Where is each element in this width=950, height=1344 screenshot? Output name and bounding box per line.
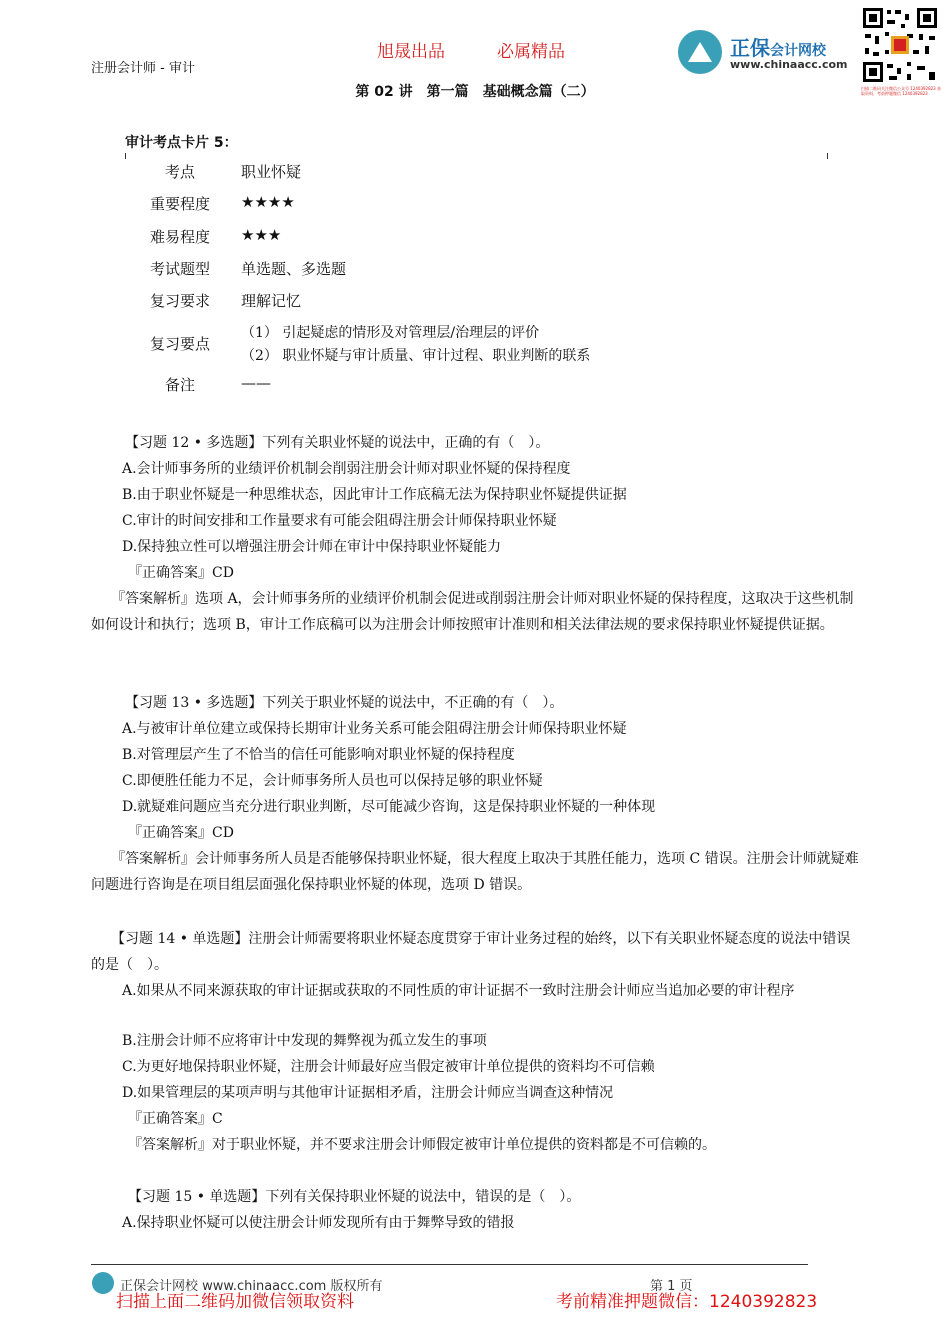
option-b: B.由于职业怀疑是一种思维状态，因此审计工作底稿无法为保持职业怀疑提供证据 [122, 487, 627, 503]
option-b: B.对管理层产生了不恰当的信任可能影响对职业怀疑的保持程度 [122, 747, 515, 763]
card-title: 审计考点卡片 5： [125, 135, 238, 151]
card-label: 备注 [164, 376, 195, 394]
card-label: 重要程度 [149, 195, 210, 213]
qr-code-icon [861, 6, 939, 84]
header-tag-right: 必属精品 [497, 42, 565, 62]
promo-right: 考前精准押题微信：1240392823 [556, 1292, 818, 1312]
card-value: 单选题、多选题 [241, 260, 347, 278]
card-label: 复习要求 [149, 292, 210, 310]
card-value: （1） 引起疑虑的情形及对管理层/治理层的评价 [241, 325, 540, 341]
option-c: C.为更好地保持职业怀疑，注册会计师最好应当假定被审计单位提供的资料均不可信赖 [122, 1059, 655, 1075]
answer-analysis: 『答案解析』会计师事务所人员是否能够保持职业怀疑，很大程度上取决于其胜任能力，选项 C 错误。注册会计师就疑难问题进行咨询是在项目组层面强化保持职业怀疑的体现，选项 D 错误。 [91, 851, 859, 893]
option-a: A.保持职业怀疑可以使注册会计师发现所有由于舞弊导致的错报 [122, 1215, 515, 1231]
correct-answer: 『正确答案』CD [128, 565, 234, 581]
option-d: D.如果管理层的某项声明与其他审计证据相矛盾，注册会计师应当调查这种情况 [122, 1085, 614, 1101]
logo-name: 正保 [730, 36, 770, 60]
difficulty-stars: ★★★ [241, 226, 282, 244]
answer-analysis: 『答案解析』对于职业怀疑，并不要求注册会计师假定被审计单位提供的资料都是不可信赖的。 [128, 1137, 716, 1153]
logo-mark-icon [678, 30, 722, 74]
logo-name-sub: 会计网校 [770, 43, 826, 59]
option-b: B.注册会计师不应将审计中发现的舞弊视为孤立发生的事项 [122, 1033, 487, 1049]
card-value: 理解记忆 [241, 292, 302, 310]
question-title: 【习题 13 • 多选题】下列关于职业怀疑的说法中，不正确的有（ ）。 [125, 695, 564, 711]
correct-answer: 『正确答案』C [128, 1111, 223, 1127]
table-corner-mark [125, 153, 126, 159]
card-value: —— [241, 374, 271, 392]
qr-note: 扫描二维码关注微信公众号 1240392823 获取资料，考前押题微信 1240392823 [861, 86, 941, 96]
option-a: A.如果从不同来源获取的审计证据或获取的不同性质的审计证据不一致时注册会计师应当追加必要的审计程序 [122, 983, 795, 999]
page-number: 第 1 页 [650, 1279, 693, 1294]
card-label: 考试题型 [149, 260, 210, 278]
correct-answer: 『正确答案』CD [128, 825, 234, 841]
question-title: 【习题 12 • 多选题】下列有关职业怀疑的说法中，正确的有（ ）。 [125, 435, 550, 451]
question-title: 【习题 14 • 单选题】注册会计师需要将职业怀疑态度贯穿于审计业务过程的始终，以下有关职业怀疑态度的说法中错误的是（ ）。 [91, 931, 851, 973]
option-d: D.就疑难问题应当充分进行职业判断，尽可能减少咨询，这是保持职业怀疑的一种体现 [122, 799, 656, 815]
course-title: 注册会计师 - 审计 [91, 61, 195, 76]
option-a: A.会计师事务所的业绩评价机制会削弱注册会计师对职业怀疑的保持程度 [122, 461, 571, 477]
card-label: 难易程度 [149, 228, 210, 246]
footer-copyright: 正保会计网校 www.chinaacc.com 版权所有 [120, 1279, 383, 1294]
footer-logo-icon [92, 1272, 114, 1294]
table-corner-mark [827, 153, 828, 159]
question-title: 【习题 15 • 单选题】下列有关保持职业怀疑的说法中，错误的是（ ）。 [128, 1189, 581, 1205]
lecture-title: 第 02 讲 第一篇 基础概念篇（二） [355, 84, 595, 100]
option-c: C.审计的时间安排和工作量要求有可能会阻碍注册会计师保持职业怀疑 [122, 513, 557, 529]
header-tag-left: 旭晟出品 [377, 42, 445, 62]
card-value: 职业怀疑 [241, 163, 302, 181]
logo-url: www.chinaacc.com [730, 58, 848, 71]
card-label: 复习要点 [149, 335, 210, 353]
footer-divider [91, 1264, 808, 1265]
promo-left: 扫描上面二维码加微信领取资料 [116, 1292, 354, 1312]
option-a: A.与被审计单位建立或保持长期审计业务关系可能会阻碍注册会计师保持职业怀疑 [122, 721, 627, 737]
card-label: 考点 [164, 163, 195, 181]
card-value: （2） 职业怀疑与审计质量、审计过程、职业判断的联系 [241, 348, 591, 364]
answer-analysis: 『答案解析』选项 A，会计师事务所的业绩评价机制会促进或削弱注册会计师对职业怀疑的保持程度，这取决于这些机制如何设计和执行；选项 B，审计工作底稿可以为注册会计师按照审计准则和相关法律法规的要求保持职业怀疑提供证据。 [91, 591, 854, 633]
option-c: C.即便胜任能力不足，会计师事务所人员也可以保持足够的职业怀疑 [122, 773, 543, 789]
option-d: D.保持独立性可以增强注册会计师在审计中保持职业怀疑能力 [122, 539, 502, 555]
importance-stars: ★★★★ [241, 193, 295, 211]
chinaacc-logo [678, 30, 858, 74]
